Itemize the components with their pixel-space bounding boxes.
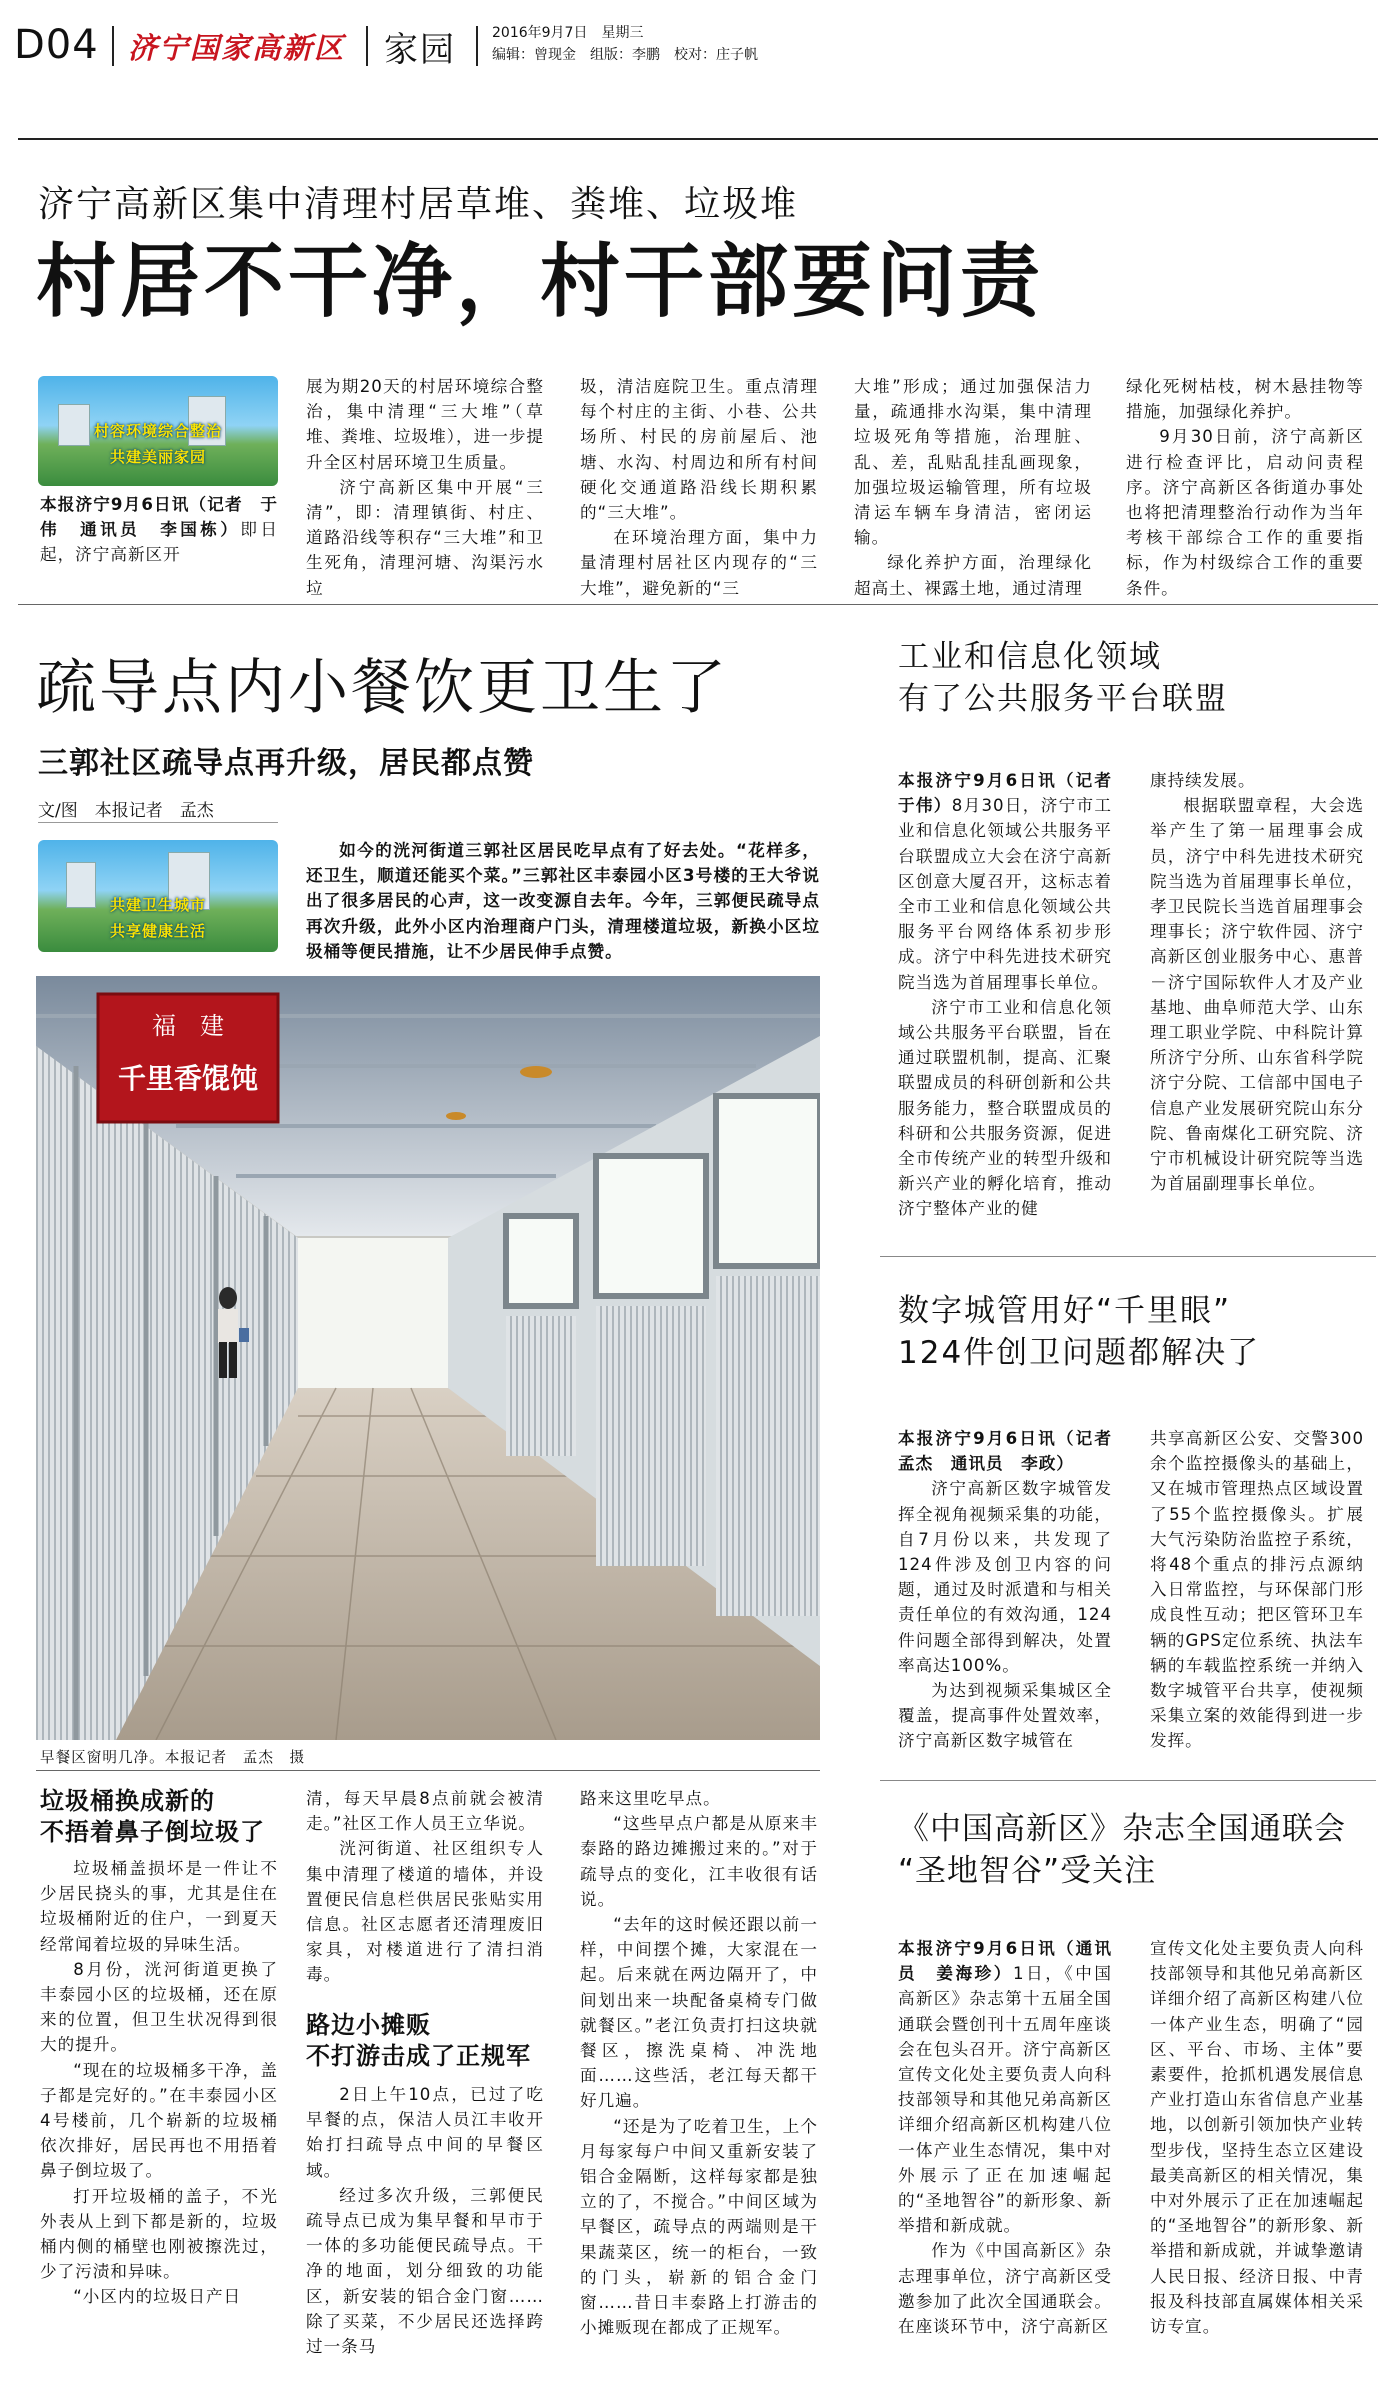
paragraph: 洸河街道、社区组织专人集中清理了楼道的墙体，并设置便民信息栏供居民张贴实用信息。社区志愿者还清理废旧家具，对楼道进行了清扫消毒。 — [306, 1839, 544, 1985]
village-campaign-badge — [38, 376, 278, 486]
headline-line: 有了公共服务平台联盟 — [898, 681, 1228, 717]
paragraph: “还是为了吃着卫生，上个月每家每户中间又重新安装了铝合金隔断，这样每家都是独立的了，不搅合。”中间区域为早餐区，疏导点的两端则是干果蔬菜区，统一的柜台，一致的门头，崭新的铝合金门窗……昔日丰泰路上打游击的小摊贩现在都成了正规军。 — [580, 2116, 818, 2338]
paragraph: “现在的垃圾桶多干净，盖子都是完好的。”在丰泰园小区4号楼前，几个崭新的垃圾桶依次排好，居民再也不用捂着鼻子倒垃圾了。 — [40, 2060, 278, 2181]
article2-colB-bottom — [306, 2082, 544, 2359]
section-rule — [18, 604, 1378, 605]
article3-headline — [898, 636, 1228, 720]
article2-colB-top — [306, 1786, 544, 1988]
section-rule — [880, 1256, 1376, 1257]
subhead-line: 不捂着鼻子倒垃圾了 — [40, 1818, 265, 1846]
article1-col5 — [1126, 374, 1364, 601]
article1-col1 — [40, 492, 278, 568]
article3-lead: 本报济宁9月6日讯（记者 于伟） — [898, 771, 1130, 816]
paragraph: 大堆”形成；通过加强保洁力量，疏通排水沟渠，集中清理垃圾死角等措施，治理脏、乱、差，乱贴乱挂乱画现象，加强垃圾运输管理，所有垃圾清运车辆车身清洁，密闭运输。 — [854, 377, 1092, 548]
paragraph: 共享高新区公安、交警300余个监控摄像头的基础上，又在城市管理热点区域设置了55个监控摄像头。扩展大气污染防治监控子系统，将48个重点的排污点源纳入日常监控，与环保部门形成良性互动；把区管环卫车辆的GPS定位系统、执法车辆的车载监控系统一并纳入数字城管平台共享，使视频采集立案的效能得到进一步发挥。 — [1150, 1429, 1364, 1751]
paper-name: 济宁国家高新区 — [128, 31, 346, 65]
article5-headline — [898, 1808, 1346, 1892]
paragraph: 在环境治理方面，集中力量清理村居社区内现存的“三大堆”，避免新的“三 — [580, 528, 818, 598]
article1-col4 — [854, 374, 1092, 601]
badge-line: 共建美丽家园 — [109, 448, 206, 466]
paragraph: 垃圾桶盖损坏是一件让不少居民挠头的事，尤其是住在垃圾桶附近的住户，一到夏天经常闻着垃圾的异味生活。 — [40, 1859, 278, 1954]
paragraph: 济宁高新区集中开展“三清”，即：清理镇街、村庄、道路沿线等积存“三大堆”和卫生死角，清理河塘、沟渠污水垃 — [306, 477, 544, 598]
caption-rule — [36, 1770, 820, 1771]
article5-col2 — [1150, 1936, 1364, 2339]
article5-lead: 本报济宁9月6日讯（通讯员 姜海珍） — [898, 1939, 1112, 1984]
staff-line: 编辑：曾现金 组版：李鹏 校对：庄子帆 — [492, 47, 758, 63]
date-line: 2016年9月7日 星期三 — [492, 25, 644, 41]
subhead-line: 路边小摊贩 — [306, 2011, 431, 2039]
sign-text: 千里香馄饨 — [117, 1062, 259, 1095]
paragraph: 济宁市工业和信息化领域公共服务平台联盟，旨在通过联盟机制，提高、汇聚联盟成员的科研创新和公共服务能力，整合联盟成员的科研和公共服务资源，促进全市传统产业的转型升级和新兴产业的孵化培育，推动济宁整体产业的健 — [898, 997, 1112, 1219]
article1-headline: 村居不干净，村干部要问责 — [36, 235, 1044, 328]
article2-subhead: 三郭社区疏导点再升级，居民都点赞 — [38, 746, 534, 781]
paragraph: 济宁高新区数字城管发挥全视角视频采集的功能，自7月份以来，共发现了124件涉及创卫内容的问题，通过及时派遣和与相关责任单位的有效沟通，124件问题全部得到解决，处置率高达100%。 — [898, 1479, 1112, 1675]
headline-line: 《中国高新区》杂志全国通联会 — [898, 1811, 1346, 1847]
article2-intro — [306, 838, 820, 964]
article4-lead: 本报济宁9月6日讯（记者 孟杰 通讯员 李政） — [898, 1429, 1130, 1474]
divider — [366, 26, 368, 66]
paragraph: 为达到视频采集城区全覆盖，提高事件处置效率，济宁高新区数字城管在 — [898, 1681, 1112, 1751]
section-name: 家园 — [384, 30, 456, 70]
divider — [112, 26, 114, 66]
sign-text: 福 建 — [152, 1012, 224, 1040]
paragraph: 打开垃圾桶的盖子，不光外表从上到下都是新的，垃圾桶内侧的桶壁也刚被擦洗过，少了污渍和异味。 — [40, 2186, 278, 2282]
paragraph: 路来这里吃早点。 — [580, 1789, 721, 1808]
article1-kicker: 济宁高新区集中清理村居草堆、粪堆、垃圾堆 — [38, 184, 799, 225]
headline-line: 数字城管用好“千里眼” — [898, 1293, 1232, 1329]
paragraph: 圾，清洁庭院卫生。重点清理每个村庄的主街、小巷、公共场所、村民的房前屋后、池塘、水沟、村周边和所有村间硬化交通道路沿线长期积累的“三大堆”。 — [580, 377, 818, 523]
headline-line: “圣地智谷”受关注 — [898, 1853, 1157, 1889]
paragraph: “这些早点户都是从原来丰泰路的路边摊搬过来的。”对于疏导点的变化，江丰收很有话说。 — [580, 1814, 818, 1909]
paragraph: 作为《中国高新区》杂志理事单位，济宁高新区受邀参加了此次全国通联会。在座谈环节中，济宁高新区 — [898, 2241, 1112, 2337]
article4-headline — [898, 1290, 1260, 1374]
paragraph: 经过多次升级，三郭便民疏导点已成为集早餐和早市于一体的多功能便民疏导点。干净的地面，划分细致的功能区，新安装的铝合金门窗……除了买菜，不少居民还选择跨过一条马 — [306, 2185, 544, 2357]
article2-sub1 — [40, 1786, 280, 1848]
paragraph: 9月30日前，济宁高新区进行检查评比，启动问责程序。济宁高新区各街道办事处也将把清理整治行动作为当年考核干部综合工作的重要指标，作为村级综合工作的重要条件。 — [1126, 427, 1364, 598]
paragraph: 1日，《中国高新区》杂志第十五届全国通联会暨创刊十五周年座谈会在包头召开。济宁高新区宣传文化处主要负责人向科技部领导和其他兄弟高新区详细介绍高新区机构建八位一体产业生态情况，集中对外展示了正在加速崛起的“圣地智谷”的新形象、新举措和新成就。 — [898, 1964, 1112, 2236]
article3-col1 — [898, 768, 1130, 1222]
paragraph: 2日上午10点，已过了吃早餐的点，保洁人员江丰收开始打扫疏导点中间的早餐区域。 — [306, 2085, 544, 2180]
article5-col1 — [898, 1936, 1112, 2339]
article2-headline: 疏导点内小餐饮更卫生了 — [36, 653, 729, 723]
article1-col2 — [306, 374, 544, 601]
article4-col2 — [1150, 1426, 1364, 1754]
article4-col1 — [898, 1426, 1130, 1754]
byline-rule — [38, 822, 278, 823]
paragraph: 清，每天早晨8点前就会被清走。”社区工作人员王立华说。 — [306, 1789, 544, 1834]
paragraph: 展为期20天的村居环境综合整治，集中清理“三大堆”（草堆、粪堆、垃圾堆），进一步提升全区村居环境卫生质量。 — [306, 377, 545, 472]
subhead-line: 不打游击成了正规军 — [306, 2042, 531, 2070]
article1-col3 — [580, 374, 818, 601]
article1-lead: 本报济宁9月6日讯（记者 于伟 通讯员 李国栋） — [40, 495, 278, 540]
health-campaign-badge — [38, 840, 278, 952]
paragraph: 根据联盟章程，大会选举产生了第一届理事会成员，济宁中科先进技术研究院当选为首届理事长单位，孝卫民院长当选首届理事会理事长；济宁软件园、济宁高新区创业服务中心、惠普－济宁国际软件人才及产业基地、曲阜师范大学、山东理工职业学院、中科院计算所济宁分所、山东省科学院济宁分院、工信部中国电子信息产业发展研究院山东分院、鲁南煤化工研究院、济宁市机械设计研究院等当选为首届副理事长单位。 — [1150, 796, 1364, 1194]
paragraph: “小区内的垃圾日产日 — [73, 2287, 242, 2307]
header-rule — [18, 138, 1378, 140]
paragraph: 如今的洸河街道三郭社区居民吃早点有了好去处。“花样多，还卫生，顺道还能买个菜。”三郭社区丰泰园小区3号楼的王大爷说出了很多居民的心声，这一改变源自去年。今年，三郭便民疏导点再次升级，此外小区内治理商户门头，清理楼道垃圾，新换小区垃圾桶等便民措施，让不少居民伸手点赞。 — [306, 841, 820, 961]
paragraph: 8月30日，济宁市工业和信息化领域公共服务平台联盟成立大会在济宁高新区创意大厦召开，这标志着全市工业和信息化领域公共服务平台网络体系初步形成。济宁中科先进技术研究院当选为首届理事长单位。 — [898, 796, 1112, 992]
subhead-line: 垃圾桶换成新的 — [40, 1787, 215, 1815]
article2-byline: 文/图 本报记者 孟杰 — [38, 801, 214, 821]
article3-col2 — [1150, 768, 1364, 1196]
article2-colC — [580, 1786, 818, 2340]
headline-line: 工业和信息化领域 — [898, 639, 1162, 675]
divider — [476, 26, 478, 66]
article1-text: 即日起，济宁高新区开 — [40, 520, 279, 565]
paragraph: 绿化死树枯枝，树木悬挂物等措施，加强绿化养护。 — [1126, 377, 1364, 422]
photo-caption: 早餐区窗明几净。本报记者 孟杰 摄 — [40, 1749, 306, 1766]
corridor-photo-drawing — [36, 976, 820, 1740]
paragraph: “去年的这时候还跟以前一样，中间摆个摊，大家混在一起。后来就在两边隔开了，中间划出来一块配备桌椅专门做就餐区。”老江负责打扫这块就餐区，擦洗桌椅、冲洗地面……这些活，老江每天都干好几遍。 — [580, 1915, 818, 2111]
article2-colA — [40, 1856, 278, 2310]
badge-line: 共享健康生活 — [109, 922, 206, 940]
paragraph: 绿化养护方面，治理绿化超高土、裸露土地，通过清理 — [854, 553, 1092, 598]
paragraph: 康持续发展。 — [1150, 771, 1256, 790]
paragraph: 宣传文化处主要负责人向科技部领导和其他兄弟高新区详细介绍了高新区构建八位一体产业生态，明确了“园区、平台、市场、主体”要素要件，抢抓机遇发展信息产业打造山东省信息产业基地，以创新引领加快产业转型步伐，坚持生态立区建设最美高新区的相关情况，集中对外展示了正在加速崛起的“圣地智谷”的新形象、新举措和新成就，并诚挚邀请人民日报、经济日报、中青报及科技部直属媒体相关采访专宣。 — [1150, 1939, 1364, 2337]
badge-line: 村容环境综合整治 — [93, 422, 222, 440]
paragraph: 8月份，洸河街道更换了丰泰园小区的垃圾桶，还在原来的位置，但卫生状况得到很大的提升。 — [40, 1959, 278, 2055]
corridor-photo — [36, 976, 820, 1740]
section-rule — [880, 1780, 1376, 1781]
article2-sub2 — [306, 2010, 546, 2072]
headline-line: 124件创卫问题都解决了 — [898, 1335, 1261, 1371]
page-number: D04 — [14, 22, 99, 68]
badge-line: 共建卫生城市 — [109, 896, 206, 914]
